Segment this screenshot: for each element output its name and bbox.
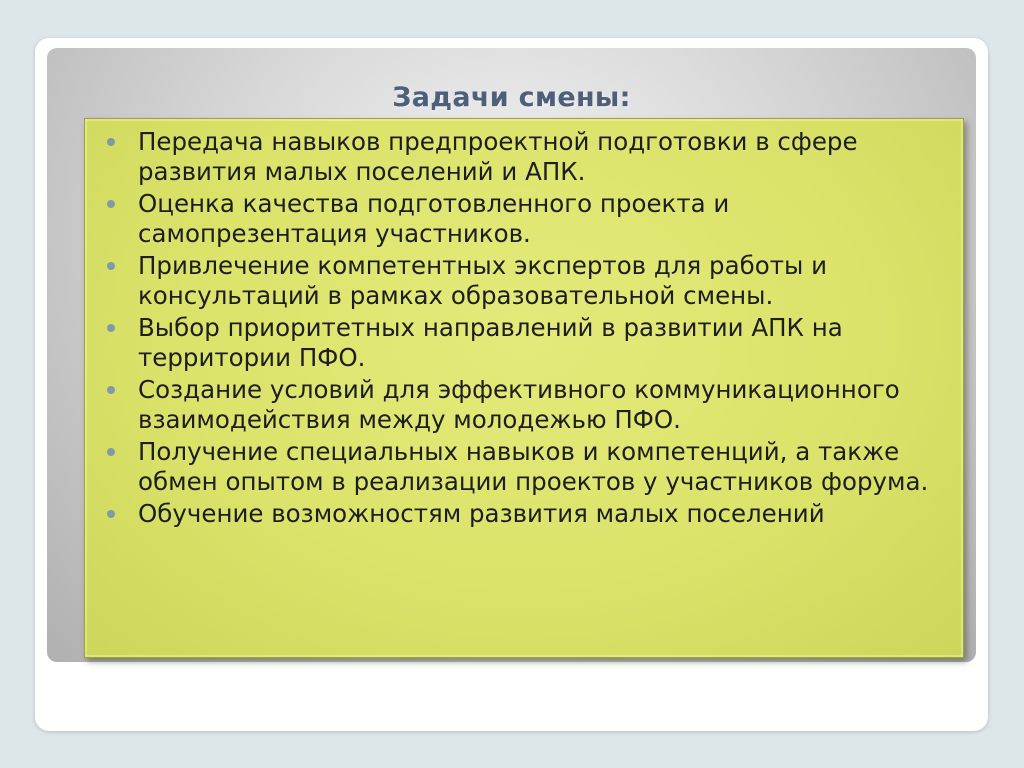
- list-item: [107, 499, 943, 529]
- bullet-dot-icon: [107, 200, 115, 208]
- list-item: [107, 375, 943, 435]
- list-item: [107, 189, 943, 249]
- list-item: [107, 437, 943, 497]
- content-box: [84, 118, 964, 658]
- slide-title: Задачи смены:: [392, 82, 631, 113]
- bullet-text: Получение специальных навыков и компетенций, а также обмен опытом в реализации проектов у участников форума.: [138, 437, 929, 496]
- bullet-dot-icon: [107, 324, 115, 332]
- bullet-list: [85, 119, 963, 529]
- bullet-text: Привлечение компетентных экспертов для работы и консультаций в рамках образовательной смены.: [138, 251, 828, 310]
- bullet-text: Выбор приоритетных направлений в развитии АПК на территории ПФО.: [138, 313, 843, 372]
- bullet-dot-icon: [107, 510, 115, 518]
- bullet-text: Обучение возможностям развития малых поселений: [138, 499, 825, 528]
- list-item: [107, 313, 943, 373]
- list-item: [107, 251, 943, 311]
- list-item: [107, 127, 943, 187]
- bullet-text: Создание условий для эффективного коммуникационного взаимодействия между молодежью ПФО.: [138, 375, 900, 434]
- bullet-text: Оценка качества подготовленного проекта и самопрезентация участников.: [138, 189, 730, 248]
- bullet-dot-icon: [107, 386, 115, 394]
- bullet-text: Передача навыков предпроектной подготовки в сфере развития малых поселений и АПК.: [138, 127, 858, 186]
- bullet-dot-icon: [107, 262, 115, 270]
- bullet-dot-icon: [107, 138, 115, 146]
- bullet-dot-icon: [107, 448, 115, 456]
